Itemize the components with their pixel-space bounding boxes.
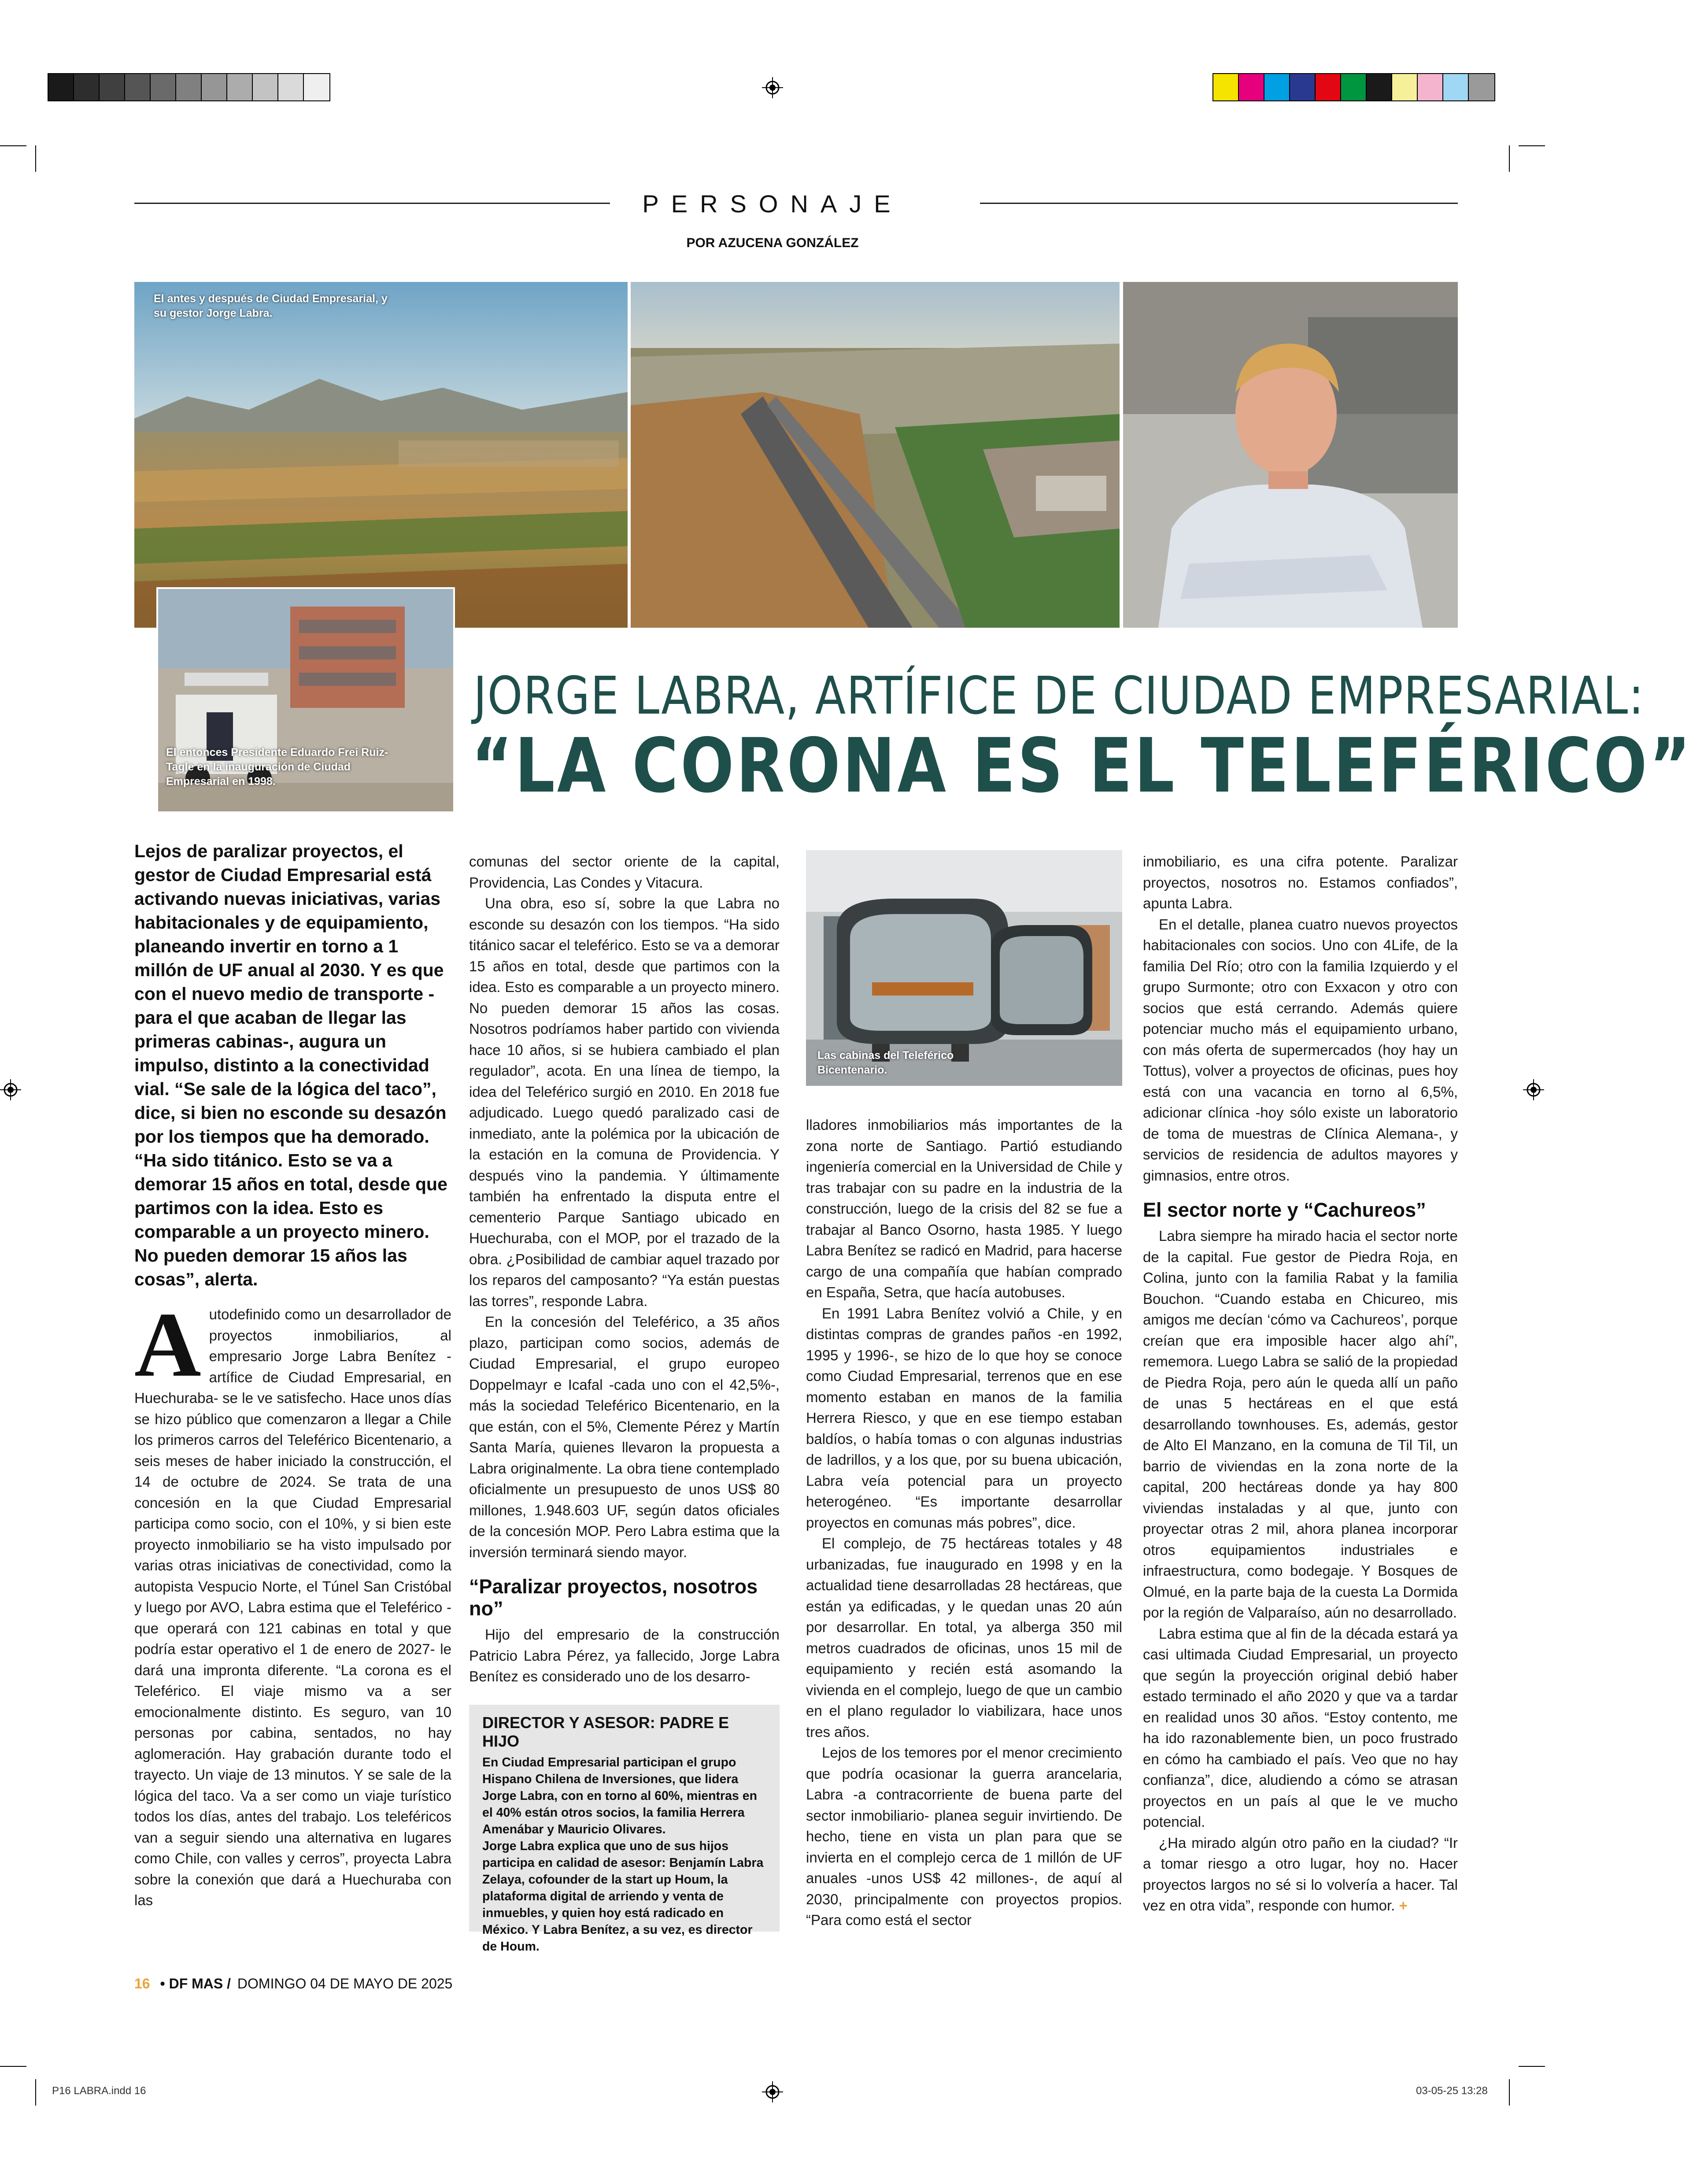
sidebar-paragraph: En Ciudad Empresarial participan el grupo Hispano Chilena de Inversiones, que lidera Jorge Labra, con en torno al 60%, mientras en el 40% están otros socios, la familia Herrera Amenábar y Mauricio Olivares. [482,1755,758,1836]
photo-landscape-before [134,282,628,628]
print-swatch [1469,74,1494,100]
print-swatch [1239,74,1264,100]
column-2 [469,851,780,1687]
caption-cabins: Las cabinas del Teleférico Bicentenario. [817,1049,954,1076]
col4-paragraph: ¿Ha mirado algún otro paño en la ciudad? “Ir a tomar riesgo a otro lugar, hoy no. Hacer proyectos largos no sé si lo volvería a hacer. Tal vez en otra vida”, responde con humor. [1143,1834,1458,1914]
print-swatch [125,74,151,100]
col2-paragraph: En la concesión del Teleférico, a 35 años plazo, participan como socios, además de Ciudad Empresarial, el grupo europeo Doppelmayr e Icafal -cada uno con el 42,5%-, más la sociedad Teleférico Bicentenario, en la que están, con el 5%, Clemente Pérez y Martín Santa María, quienes llevaron la propuesta a Labra originalmente. La obra tiene contemplado oficialmente un presupuesto de unos US$ 80 millones, 1.948.603 UF, según datos oficiales de la concesión MOP. Pero Labra estima que la inversión terminará siendo mayor. [469,1314,780,1560]
photo-aerial-after [631,282,1120,628]
print-swatch [253,74,278,100]
photo-portrait-jorge-labra [1123,282,1458,628]
print-swatch [176,74,202,100]
registration-mark-right [1523,1079,1544,1100]
crop-mark [1519,145,1545,146]
crop-mark [1519,2066,1545,2067]
print-swatch [151,74,176,100]
column-1 [134,1294,451,1911]
subhead-sector-norte: El sector norte y “Cachureos” [1143,1199,1426,1221]
print-swatch [1341,74,1367,100]
page-number: 16 [134,1976,150,1992]
col4-paragraph: Labra siempre ha mirado hacia el sector norte de la capital. Fue gestor de Piedra Roja, en Colina, junto con la familia Rabat y la familia Bouchon. “Cuando estaba en Chicureo, mis amigos me decían ‘cómo va Cachureos’, porque creían que era imposible hacer algo ahí”, rememora. Luego Labra se salió de la propiedad de Piedra Roja, pero aún le queda allí un paño de unas 5 hectáreas en el que está desarrollando townhouses. Es, además, gestor de Alto El Manzano, en la comuna de Til Til, un barrio de viviendas en la zona norte de la capital, 200 hectáreas donde ya hay 800 viviendas instaladas y al que, junto con proyectar otras 2 mil, ahora planea incorporar otros equipamientos industriales e infraestructura, como bodegaje. Y Bosques de Olmué, en la parte baja de la cuesta La Dormida por la región de Valparaíso, aún no desarrollado. [1143,1228,1458,1621]
caption-inset: El entonces Presidente Eduardo Frei Ruiz-Tagle en la inauguración de Ciudad Empresarial en 1998. [166,746,388,788]
col4-paragraph: Labra estima que al fin de la década estará ya casi ultimada Ciudad Empresarial, un proyecto que según la proyección original debió haber estado terminado el año 2020 y que va a tardar en realidad unos 30 años. “Estoy contento, me ha ido razonablemente bien, un poco frustrado en cómo ha cambiado el país. Veo que no hay confianza”, dice, aludiendo a cómo se atrasan proyectos en un país al que le ve mucho potencial. [1143,1625,1458,1830]
print-swatch [100,74,125,100]
col2-paragraph: Una obra, eso sí, sobre la que Labra no esconde su desazón con los tiempos. “Ha sido titánico sacar el teleférico. Esto se va a demorar 15 años en total, desde que partimos con la idea. Esto es comparable a un proyecto minero. No pueden demorar 15 años las cosas. Nosotros podríamos haber partido con vivienda hace 10 años, si se hubiera cambiado el plan regulador”, acota. En una línea de tiempo, la idea del Teleférico surgió en 2010. En 2018 fue adjudicado. Luego quedó paralizado casi de inmediato, ante la polémica por la ubicación de la estación en la comuna de Providencia. Y después vino la pandemia. Y últimamente también ha enfrentado la disputa entre el cementerio Parque Santiago ubicado en Huechuraba, con el MOP, por el trazado de la obra. ¿Posibilidad de cambiar aquel trazado por los reparos del camposanto? “Ya están puestas las torres”, responde Labra. [469,895,780,1309]
slug-timestamp: 03-05-25 13:28 [1416,2085,1488,2097]
col4-paragraph: En el detalle, planea cuatro nuevos proyectos habitacionales con socios. Uno con 4Life, de la familia Del Río; otro con la familia Izquierdo y el grupo Surmonte; otro con Exxacon y otro con socios que está cerrando. Además quiere potenciar mucho más el equipamiento urbano, con más oferta de supermercados (hoy hay un Tottus), volver a proyectos de oficinas, pues hoy está con una vacancia en torno al 6,5%, adicionar clínica -hoy sólo existe un laboratorio de toma de muestras de Clínica Alemana-, y servicios de residencia de adultos mayores y gimnasios, entre otros. [1143,916,1458,1184]
col3-paragraph: En 1991 Labra Benítez volvió a Chile, y en distintas compras de grandes paños -en 1992, 1995 y 1996-, se hizo de lo que hoy se conoce como Ciudad Empresarial, terrenos que en ese momento estaban en manos de la familia Herrera Riesco, y que en ese tiempo estaban baldíos, o había tomas o con algunas industrias de ladrillos, y a los que, por su buena ubicación, Labra veía potencial para un proyecto heterogéneo. “Es importante desarrollar proyectos en comunas más pobres”, dice. [806,1305,1122,1531]
print-swatch [1443,74,1469,100]
print-swatch [1367,74,1392,100]
headline-main: “LA CORONA ES EL TELEFÉRICO” [471,722,1693,810]
print-swatch [1392,74,1418,100]
publication-name: • DF MAS / [160,1976,231,1992]
col4-paragraph: inmobiliario, es una cifra potente. Paralizar proyectos, nosotros no. Estamos confiados”, apunta Labra. [1143,853,1458,911]
crop-mark [1509,2079,1510,2106]
print-swatch [48,74,74,100]
publication-date: DOMINGO 04 DE MAYO DE 2025 [237,1976,453,1992]
end-mark: + [1399,1897,1408,1914]
print-swatch [278,74,304,100]
print-swatch [1316,74,1341,100]
caption-top: El antes y después de Ciudad Empresarial, y su gestor Jorge Labra. [154,292,388,319]
col2-paragraph: comunas del sector oriente de la capital, Providencia, Las Condes y Vitacura. [469,853,780,891]
crop-mark [35,2079,36,2106]
drop-cap: A [134,1294,201,1396]
col2-paragraph: Hijo del empresario de la construcción Patricio Labra Pérez, ya fallecido, Jorge Labra Benítez es considerado uno de los desarro- [469,1626,780,1684]
photo-inauguration-1998 [156,587,455,813]
sidebar-box [469,1705,780,1954]
crop-mark [0,145,26,146]
headline-kicker: JORGE LABRA, ARTÍFICE DE CIUDAD EMPRESARIAL: [473,665,1645,726]
print-swatch [1213,74,1239,100]
registration-mark-top [762,77,783,98]
byline: POR AZUCENA GONZÁLEZ [686,236,859,250]
crop-mark [35,145,36,172]
section-label: PERSONAJE [642,190,903,218]
photo-cabins [806,850,1122,1086]
col3-paragraph: Lejos de los temores por el menor crecimiento que podría ocasionar la guerra arancelaria, Labra -a contracorriente de buena parte del sector inmobiliario- planea seguir invirtiendo. De hecho, tiene en vista un plan para que se invierta en el complejo cerca de 1 millón de UF anuales -unos US$ 42 millones-, de aquí al 2030, principalmente con proyectos propios. “Para como está el sector [806,1744,1122,1928]
column-3 [806,1114,1122,1931]
registration-mark-bottom [762,2081,783,2103]
col1-paragraph: utodefinido como un desarrollador de proyectos inmobiliarios, al empresario Jorge Labra Benítez -artífice de Ciudad Empresarial, en Huechuraba- se le ve satisfecho. Hace unos días se hizo público que comenzaron a llegar a Chile los primeros carros del Teleférico Bicentenario, a seis meses de haber iniciado la construcción, el 14 de octubre de 2024. Se trata de una concesión en la que Ciudad Empresarial participa como socio, con el 10%, y si bien este proyecto inmobiliario se ha visto impulsado por varias otras iniciativas de conectividad, como la autopista Vespucio Norte, el Túnel San Cristóbal y luego por AVO, Labra estima que el Teleférico -que operará con 121 cabinas en total y que podría estar operativo el 1 de enero de 2027- le dará una impronta diferente. “La corona es el Teleférico. El viaje mismo va a ser emocionalmente distinto. Es seguro, van 10 personas por cabina, sentados, no hay aglomeración. Hay grabación durante todo el trayecto. Un viaje de 13 minutos. Y se sale de la lógica del taco. Va a ser como un viaje turístico todos los días, antes del trabajo. Los teleféricos van a seguir siendo una alternativa en lugares como Chile, con valles y cerros”, proyecta Labra sobre la conexión que dará a Huechuraba con las [134,1306,451,1908]
col3-paragraph: lladores inmobiliarios más importantes de la zona norte de Santiago. Partió estudiando ingeniería comercial en la Universidad de Chile y tras trabajar con su padre en la industria de la construcción, luego de la crisis del 82 se fue a trabajar al Banco Osorno, hasta 1985. Y luego Labra Benítez se radicó en Madrid, para hacerse cargo de una compañía que habían comprado en España, Setra, que hacía autobuses. [806,1117,1122,1300]
crop-mark [1509,145,1510,172]
print-swatch [202,74,227,100]
print-swatch [1290,74,1316,100]
slug-file: P16 LABRA.indd 16 [52,2085,146,2097]
subhead-paralizar: “Paralizar proyectos, nosotros no” [469,1575,758,1620]
registration-mark-left [0,1079,21,1100]
page-footer [134,1976,452,1992]
col3-paragraph: El complejo, de 75 hectáreas totales y 48 urbanizadas, fue inaugurado en 1998 y en la actualidad tiene desarrolladas 28 hectáreas, que están ya edificadas, y le quedan unas 20 aún por desarrollar. En total, ya alberga 350 mil metros cuadrados de oficinas, unos 15 mil de equipamiento y recién está asomando la vivienda en el complejo, luego de que un cambio en el plano regulador lo viabilizara, hace unos tres años. [806,1535,1122,1740]
sidebar-paragraph: Jorge Labra explica que uno de sus hijos participa en calidad de asesor: Benjamín Labra Zelaya, cofounder de la start up Houm, la plataforma digital de arriendo y venta de inmuebles, y quien hoy está radicado en México. Y Labra Benítez, a su vez, es director de Houm. [482,1839,764,1954]
sidebar-title: DIRECTOR Y ASESOR: PADRE E HIJO [482,1714,729,1750]
column-4 [1143,851,1458,1916]
print-swatch [1418,74,1443,100]
print-swatch [1264,74,1290,100]
crop-mark [0,2066,26,2067]
lead-paragraph: Lejos de paralizar proyectos, el gestor de Ciudad Empresarial está activando nuevas iniciativas, varias habitacionales y de equipamiento, planeando invertir en torno a 1 millón de UF anual al 2030. Y es que con el nuevo medio de transporte -para el que acaban de llegar las primeras cabinas-, augura un impulso, distinto a la conectividad vial. “Se sale de la lógica del taco”, dice, si bien no esconde su desazón por los tiempos que ha demorado. “Ha sido titánico. Esto se va a demorar 15 años en total, desde que partimos con la idea. Esto es comparable a un proyecto minero. No pueden demorar 15 años las cosas”, alerta. [134,841,447,1289]
print-swatch [227,74,253,100]
print-swatch [304,74,329,100]
print-swatch [74,74,100,100]
